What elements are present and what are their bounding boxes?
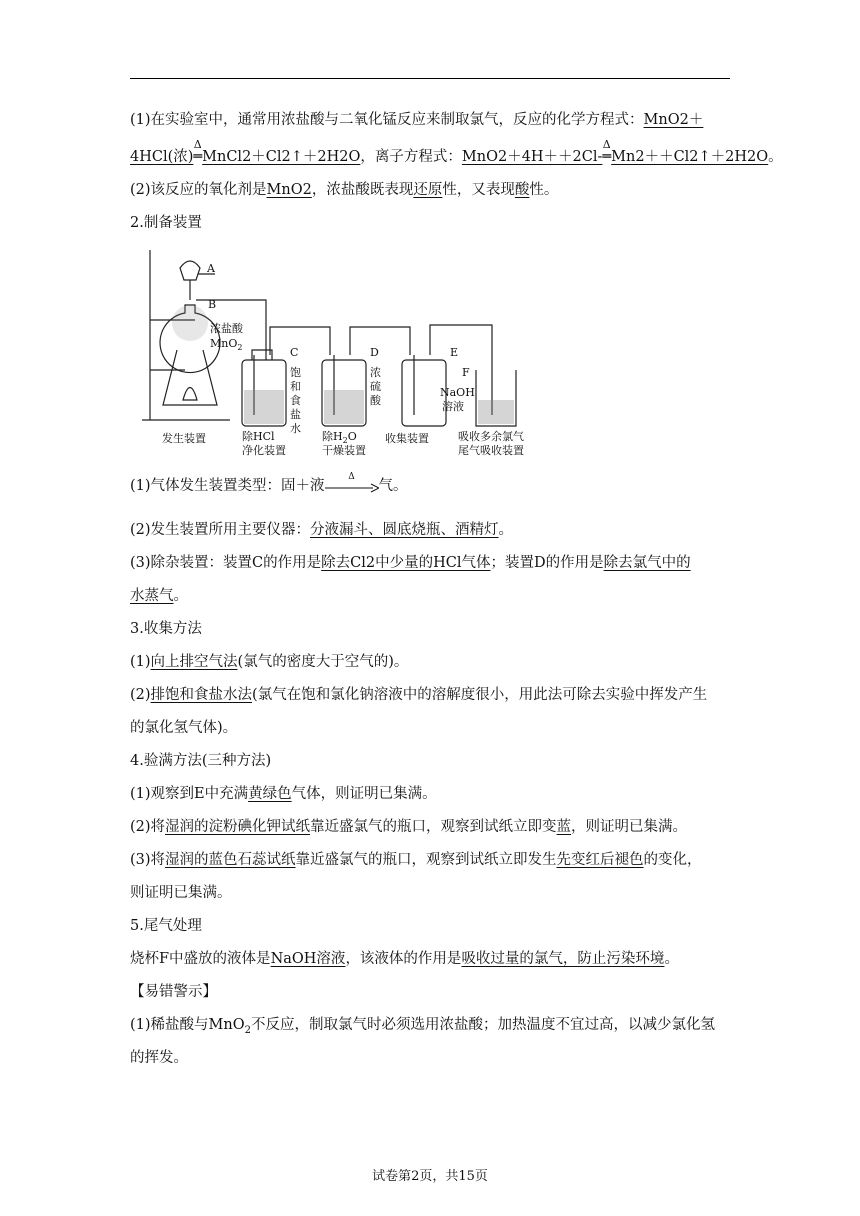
ionic-products: Mn2＋＋Cl2↑＋2H2O [611,149,769,165]
svg-text:除HCl: 除HCl [242,430,275,443]
heat-sign-2: Δ ═ [602,138,612,165]
svg-text:酸: 酸 [370,394,381,407]
warning-item1-cont: 的挥发。 [130,1050,188,1066]
label-naoh: NaOH [440,386,475,399]
svg-text:和: 和 [290,380,301,393]
apparatus-diagram [140,250,540,460]
svg-text:硫: 硫 [370,380,381,393]
caption-gen: 发生装置 [162,432,206,445]
section-heading-2: 2.制备装置 [130,215,202,231]
warning-item1: (1)稀盐酸与MnO$_2$不反应，制取氯气时必须选用浓盐酸；加热温度不宜过高，以减少氯化氢 [130,1017,715,1036]
s2-item3-cont: 水蒸气。 [130,588,188,604]
page-footer: 试卷第2页，共15页 [372,1169,488,1184]
label-e: E [450,346,459,359]
caption-collect: 收集装置 [385,432,429,445]
equation-products: MnCl2＋Cl2↑＋2H2O [202,149,361,165]
svg-text:干燥装置: 干燥装置 [322,444,366,457]
s2-item3: (3)除杂装置：装置C的作用是除去Cl2中少量的HCl气体；装置D的作用是除去氯气中的 [130,555,691,571]
s4-item3: (3)将湿润的蓝色石蕊试纸靠近盛氯气的瓶口，观察到试纸立即发生先变红后褪色的变化， [130,852,702,868]
label-b: B [208,298,217,311]
svg-text:水: 水 [290,422,301,435]
label-f: F [462,366,470,379]
s3-item2: (2)排饱和食盐水法(氯气在饱和氯化钠溶液中的溶解度很小，用此法可除去实验中挥发产生 [130,687,708,703]
label-hcl: 浓盐酸 [210,322,243,335]
svg-text:除H2O: 除$H_2O$ [322,430,357,445]
svg-text:尾气吸收装置: 尾气吸收装置 [458,444,524,457]
label-d: D [370,346,379,359]
document-body [130,108,783,1079]
s2-item2: (2)发生装置所用主要仪器：分液漏斗、圆底烧瓶、酒精灯。 [130,522,514,538]
section-heading-3: 3.收集方法 [130,621,202,637]
section-heading-5: 5.尾气处理 [130,918,202,934]
paragraph-1: (1)在实验室中，通常用浓盐酸与二氧化锰反应来制取氯气，反应的化学方程式：MnO2＋ [130,112,704,128]
apparatus-svg [140,250,540,460]
svg-text:盐: 盐 [290,408,301,421]
svg-text:食: 食 [290,394,301,407]
s4-item2: (2)将湿润的淀粉碘化钾试纸靠近盛氯气的瓶口，观察到试纸立即变蓝，则证明已集满。 [130,819,688,835]
svg-text:净化装置: 净化装置 [242,444,286,457]
svg-text:饱: 饱 [290,366,301,379]
svg-text:吸收多余氯气: 吸收多余氯气 [458,430,524,443]
svg-text:浓: 浓 [370,366,381,379]
section-heading-4: 4.验满方法(三种方法) [130,753,272,769]
ionic-reactants: MnO2＋4H＋＋2Cl- [461,149,603,165]
s4-item3-cont: 则证明已集满。 [130,885,232,901]
label-mno2: MnO$_2$ [210,337,243,352]
heat-arrow-icon: Δ [325,479,379,493]
header-rule [130,78,730,79]
s3-item2-cont: 的氯化氢气体)。 [130,720,238,736]
equation-start: MnO2＋ [643,112,704,128]
s3-item1: (1)向上排空气法(氯气的密度大于空气的)。 [130,654,409,670]
warning-heading: 【易错警示】 [130,984,217,1000]
s4-item1: (1)观察到E中充满黄绿色气体，则证明已集满。 [130,786,437,802]
s5-text: 烧杯F中盛放的液体是NaOH溶液，该液体的作用是吸收过量的氯气，防止污染环境。 [130,951,679,967]
label-c: C [290,346,299,359]
label-soln: 溶液 [442,400,464,413]
s2-item1: (1)气体发生装置类型：固＋液 Δ 气。 [130,472,408,494]
label-a: A [207,262,215,275]
heat-sign-1: Δ ═ [193,138,203,165]
equation-line: 4HCl(浓) Δ ═MnCl2＋Cl2↑＋2H2O，离子方程式：MnO2＋4H＋＋2Cl- Δ ═Mn2＋＋Cl2↑＋2H2O。 [130,145,730,178]
paragraph-2: (2)该反应的氧化剂是MnO2，浓盐酸既表现还原性，又表现酸性。 [130,182,559,198]
